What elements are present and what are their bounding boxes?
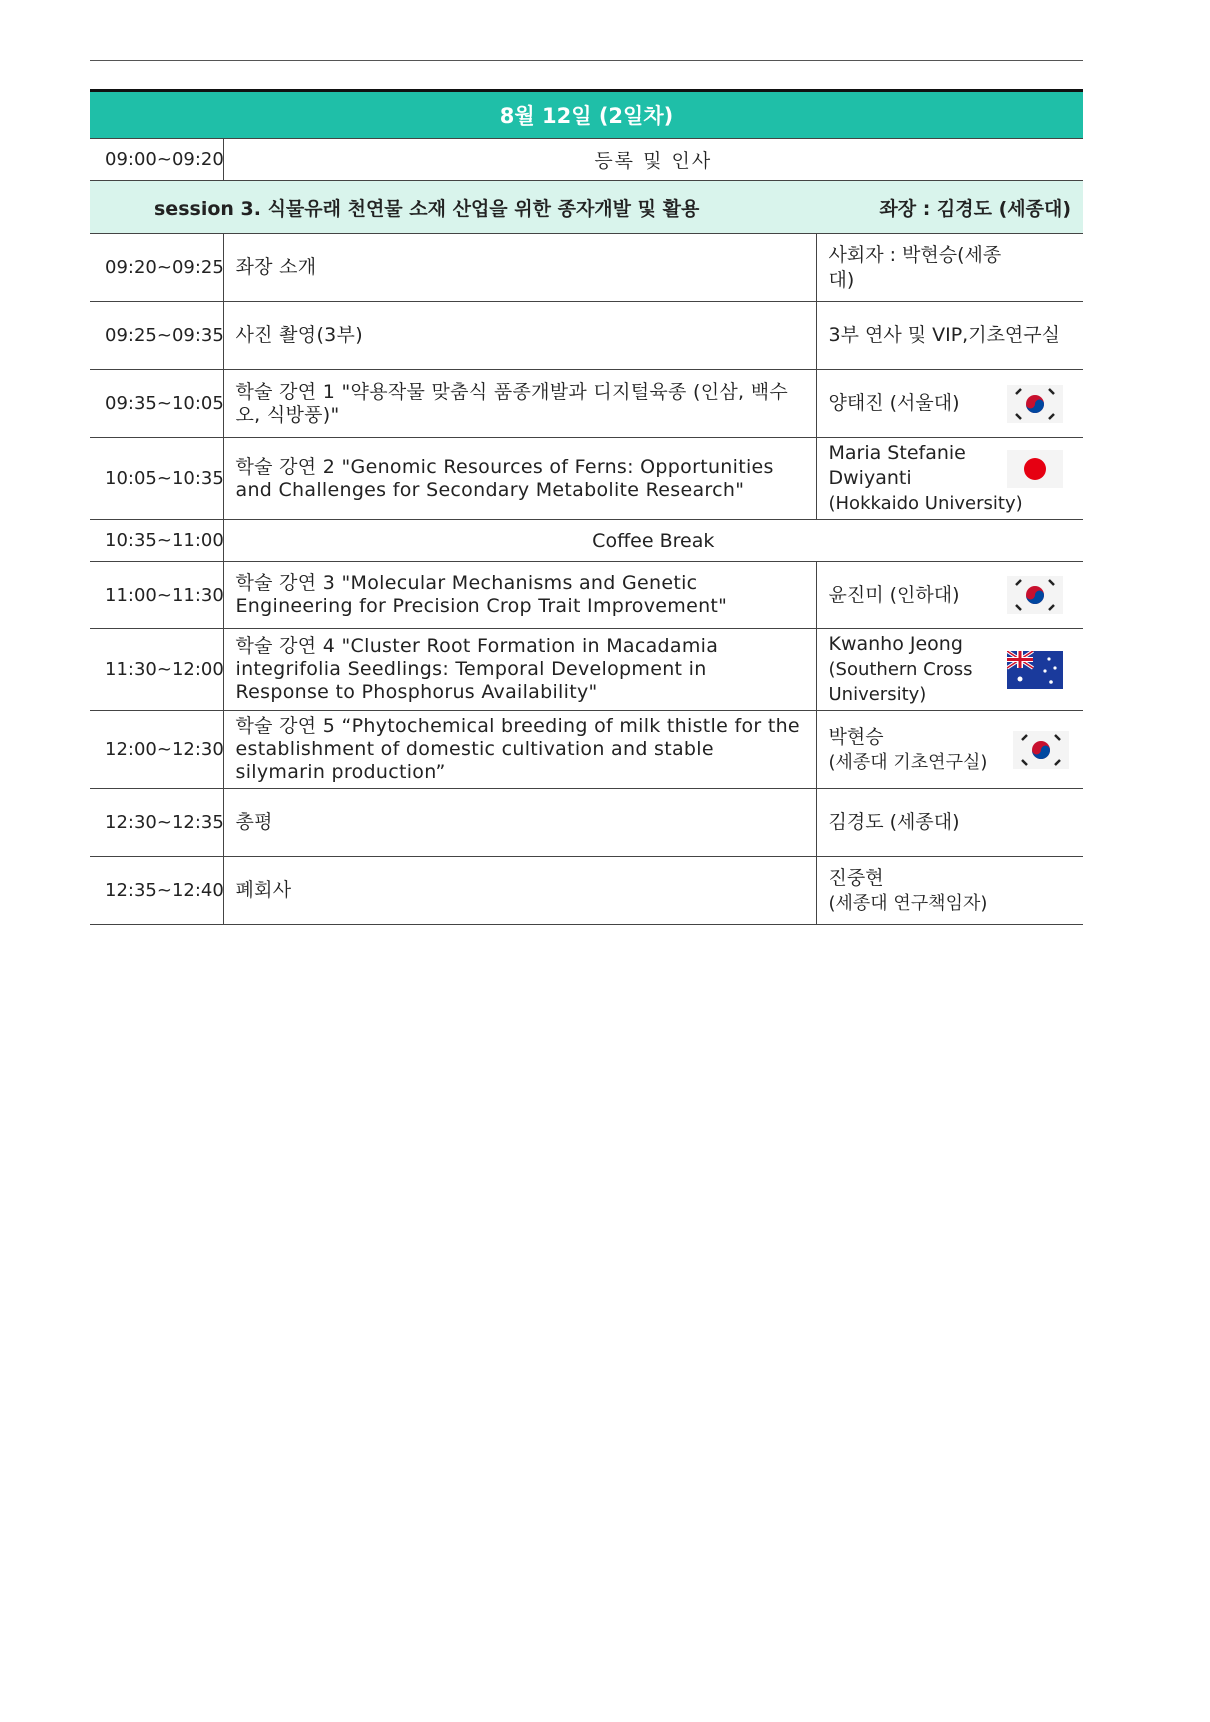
speaker-affiliation: (Southern Cross [828, 659, 973, 680]
speaker-cell [816, 234, 1083, 302]
speaker-affiliation: (세종대 연구책임자) [828, 892, 988, 914]
speaker-cell [816, 629, 1083, 711]
table-row [90, 370, 1083, 438]
time-cell: 09:25~09:35 [90, 302, 223, 370]
table-row [90, 302, 1083, 370]
table-row [90, 789, 1083, 857]
table-row [90, 857, 1083, 925]
time-cell: 11:00~11:30 [90, 562, 223, 629]
speaker-name: Maria Stefanie [828, 442, 966, 464]
speaker-cell [816, 438, 1083, 520]
coffee-break-label: Coffee Break [223, 520, 1083, 562]
speaker-name: 박현승 [828, 725, 884, 748]
day-header: 8월 12일 (2일차) [90, 91, 1083, 139]
table-row [90, 438, 1083, 520]
speaker-name: 진중현 [828, 866, 884, 889]
speaker-affiliation: (Hokkaido University) [828, 493, 1023, 514]
speaker-name: 윤진미 (인하대) [828, 583, 960, 606]
title-cell: 총평 [223, 789, 816, 857]
korea-flag-icon [1007, 385, 1063, 423]
speaker-name: Kwanho Jeong [828, 633, 963, 655]
session-row [90, 181, 1083, 234]
time-cell: 09:00~09:20 [90, 139, 223, 181]
title-cell: 학술 강연 1 "약용작물 맞춤식 품종개발과 디지털육종 (인삼, 백수오, 식방풍)" [223, 370, 816, 438]
time-cell: 09:20~09:25 [90, 234, 223, 302]
australia-flag-icon [1007, 651, 1063, 689]
schedule-table [90, 89, 1083, 925]
top-divider [90, 60, 1083, 61]
korea-flag-icon [1013, 731, 1069, 769]
title-cell: 학술 강연 3 "Molecular Mechanisms and Genetic Engineering for Precision Crop Trait Improvement" [223, 562, 816, 629]
title-cell: 좌장 소개 [223, 234, 816, 302]
day-header-row [90, 91, 1083, 139]
title-cell: 사진 촬영(3부) [223, 302, 816, 370]
korea-flag-icon [1007, 576, 1063, 614]
speaker-cell [816, 562, 1083, 629]
speaker-cell [816, 711, 1083, 789]
time-cell: 10:35~11:00 [90, 520, 223, 562]
coffee-break-row [90, 520, 1083, 562]
speaker-name: 3부 연사 및 VIP,기초연구실 [828, 324, 1060, 346]
registration-row [90, 139, 1083, 181]
time-cell: 09:35~10:05 [90, 370, 223, 438]
session-title: session 3. 식물유래 천연물 소재 산업을 위한 종자개발 및 활용 [154, 197, 700, 220]
title-cell: 폐회사 [223, 857, 816, 925]
table-row [90, 234, 1083, 302]
table-row [90, 562, 1083, 629]
time-cell: 11:30~12:00 [90, 629, 223, 711]
title-cell: 학술 강연 2 "Genomic Resources of Ferns: Opportunities and Challenges for Secondary Metabolite Research" [223, 438, 816, 520]
speaker-name: 사회자 : 박현승(세종대) [828, 243, 1002, 291]
time-cell: 12:00~12:30 [90, 711, 223, 789]
title-cell: 학술 강연 5 “Phytochemical breeding of milk thistle for the establishment of domestic cultivation and stable silymarin production” [223, 711, 816, 789]
japan-flag-icon [1007, 450, 1063, 488]
table-row [90, 629, 1083, 711]
time-cell: 10:05~10:35 [90, 438, 223, 520]
speaker-name-line2: Dwiyanti [828, 467, 912, 489]
speaker-name: 김경도 (세종대) [828, 811, 960, 833]
speaker-cell [816, 857, 1083, 925]
session-chair: 좌장 : 김경도 (세종대) [879, 197, 1072, 220]
title-cell: 학술 강연 4 "Cluster Root Formation in Macadamia integrifolia Seedlings: Temporal Development in Response to Phosphorus Availability" [223, 629, 816, 711]
time-cell: 12:30~12:35 [90, 789, 223, 857]
registration-label: 등록 및 인사 [223, 139, 1083, 181]
time-cell: 12:35~12:40 [90, 857, 223, 925]
table-row [90, 711, 1083, 789]
speaker-cell [816, 302, 1083, 370]
speaker-cell [816, 370, 1083, 438]
speaker-affiliation: (세종대 기초연구실) [828, 751, 988, 773]
speaker-affiliation-line2: University) [828, 684, 927, 705]
speaker-cell [816, 789, 1083, 857]
speaker-name: 양태진 (서울대) [828, 392, 960, 414]
